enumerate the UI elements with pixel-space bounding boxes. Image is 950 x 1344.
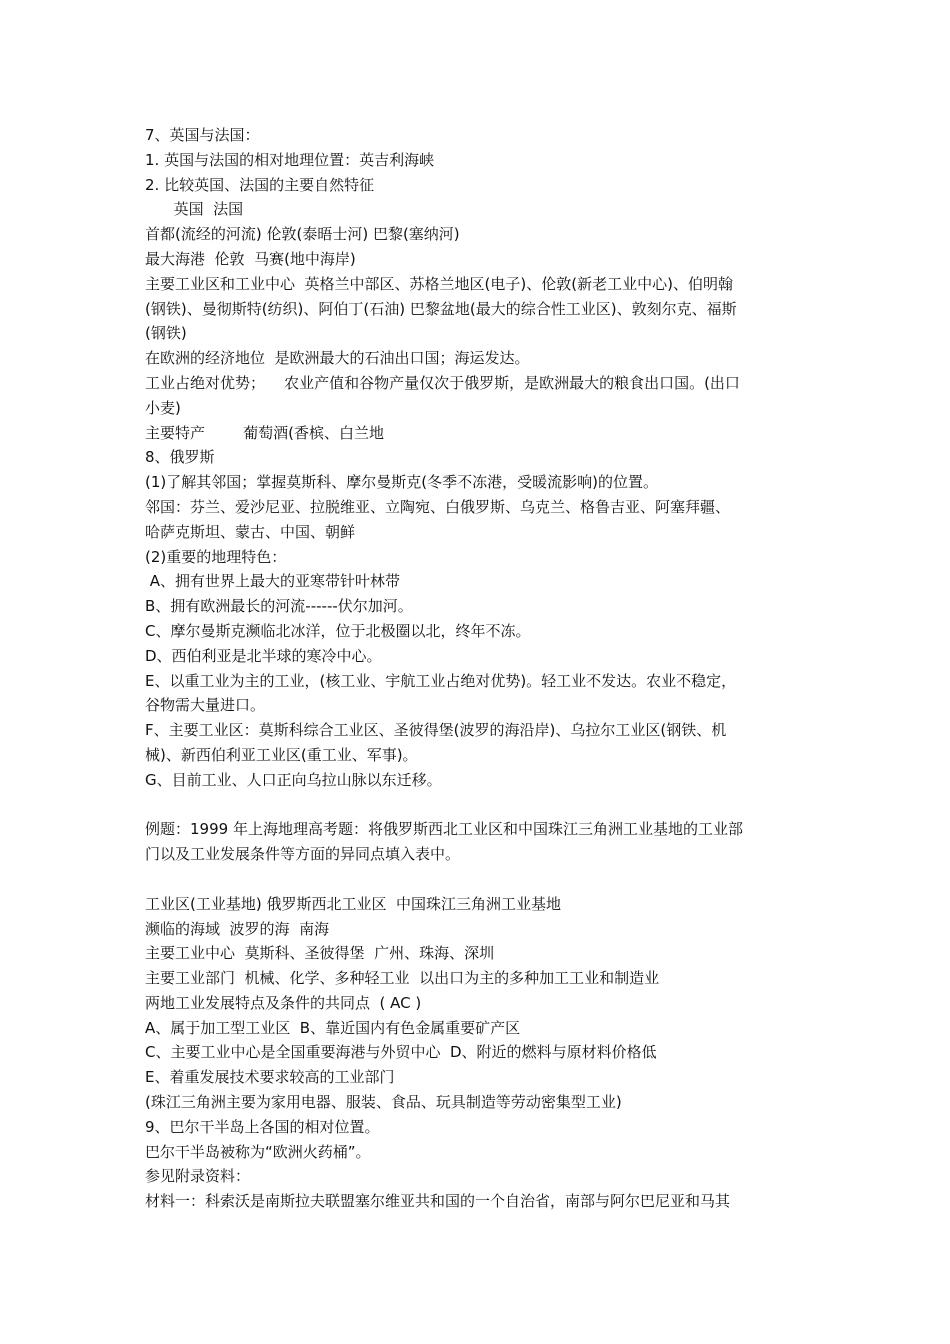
text-line-8: (钢铁) [145, 324, 187, 343]
heading-8: 8、俄罗斯 [145, 448, 215, 467]
heading-9: 9、巴尔干半岛上各国的相对位置。 [145, 1117, 380, 1136]
text-line-20: C、摩尔曼斯克濒临北冰洋，位于北极圈以北，终年不冻。 [145, 621, 531, 640]
text-line-10: 工业占绝对优势； 农业产值和谷物产量仅次于俄罗斯，是欧洲最大的粮食出口国。(出口 [145, 373, 740, 392]
text-line-9: 在欧洲的经济地位 是欧洲最大的石油出口国；海运发达。 [145, 349, 530, 368]
text-line-41: 巴尔干半岛被称为“欧洲火药桶”。 [145, 1142, 371, 1161]
heading-7: 7、英国与法国： [145, 126, 260, 144]
text-line-39: (珠江三角洲主要为家用电器、服装、食品、玩具制造等劳动密集型工业) [145, 1093, 622, 1112]
text-line-25: 械)、新西伯利亚工业区(重工业、军事)。 [145, 745, 418, 764]
text-line-15: 邻国：芬兰、爱沙尼亚、拉脱维亚、立陶宛、白俄罗斯、乌克兰、格鲁吉亚、阿塞拜疆、 [145, 497, 731, 516]
text-line-24: F、主要工业区：莫斯科综合工业区、圣彼得堡(波罗的海沿岸)、乌拉尔工业区(钢铁、机 [145, 721, 727, 740]
text-line-1: 1. 英国与法国的相对地理位置：英吉利海峡 [145, 150, 435, 169]
blank-line [145, 793, 810, 818]
text-line-4: 首都(流经的河流) 伦敦(泰晤士河) 巴黎(塞纳河) [145, 225, 460, 244]
example-line-1: 例题：1999 年上海地理高考题：将俄罗斯西北工业区和中国珠江三角洲工业基地的工业部 [145, 820, 743, 839]
text-line-14: (1)了解其邻国；掌握莫斯科、摩尔曼斯克(冬季不冻港，受暖流影响)的位置。 [145, 473, 658, 492]
text-line-23: 谷物需大量进口。 [145, 696, 266, 715]
text-line-7: (钢铁)、曼彻斯特(纺织)、阿伯丁(石油) 巴黎盆地(最大的综合性工业区)、敦刻尔克、福斯 [145, 299, 737, 318]
text-line-6: 主要工业区和工业中心 英格兰中部区、苏格兰地区(电子)、伦敦(新老工业中心)、伯明翰 [145, 274, 733, 293]
document-body [145, 123, 810, 1214]
text-line-17: (2)重要的地理特色： [145, 547, 287, 566]
text-line-32: 濒临的海域 波罗的海 南海 [145, 919, 330, 938]
text-line-11: 小麦) [145, 398, 181, 417]
text-line-42: 参见附录资料： [145, 1167, 251, 1186]
text-line-22: E、以重工业为主的工业，(核工业、宇航工业占绝对优势)。轻工业不发达。农业不稳定， [145, 671, 737, 690]
text-line-16: 哈萨克斯坦、蒙古、中国、朝鲜 [145, 522, 356, 541]
text-line-34: 主要工业部门 机械、化学、多种轻工业 以出口为主的多种加工工业和制造业 [145, 969, 660, 988]
text-line-33: 主要工业中心 莫斯科、圣彼得堡 广州、珠海、深圳 [145, 944, 495, 963]
text-line-18: A、拥有世界上最大的亚寒带针叶林带 [145, 572, 401, 591]
text-line-12: 主要特产 葡萄酒(香槟、白兰地 [145, 423, 384, 442]
example-line-2: 门以及工业发展条件等方面的异同点填入表中。 [145, 845, 461, 864]
text-line-2: 2. 比较英国、法国的主要自然特征 [145, 175, 375, 194]
text-line-36: A、属于加工型工业区 B、靠近国内有色金属重要矿产区 [145, 1018, 521, 1037]
text-line-19: B、拥有欧洲最长的河流------伏尔加河。 [145, 597, 413, 616]
text-line-26: G、目前工业、人口正向乌拉山脉以东迁移。 [145, 770, 442, 789]
text-line-38: E、着重发展技术要求较高的工业部门 [145, 1068, 395, 1087]
text-line-43: 材料一：科索沃是南斯拉夫联盟塞尔维亚共和国的一个自治省，南部与阿尔巴尼亚和马其 [145, 1192, 731, 1211]
blank-line [145, 867, 810, 892]
text-line-37: C、主要工业中心是全国重要海港与外贸中心 D、附近的燃料与原材料价格低 [145, 1043, 657, 1062]
text-line-5: 最大海港 伦敦 马赛(地中海岸) [145, 249, 356, 268]
text-line-31: 工业区(工业基地) 俄罗斯西北工业区 中国珠江三角洲工业基地 [145, 894, 562, 913]
text-line-21: D、西伯利亚是北半球的寒冷中心。 [145, 646, 382, 665]
text-line-3: 英国 法国 [145, 200, 244, 219]
text-line-35: 两地工业发展特点及条件的共同点 ( AC ) [145, 993, 422, 1012]
